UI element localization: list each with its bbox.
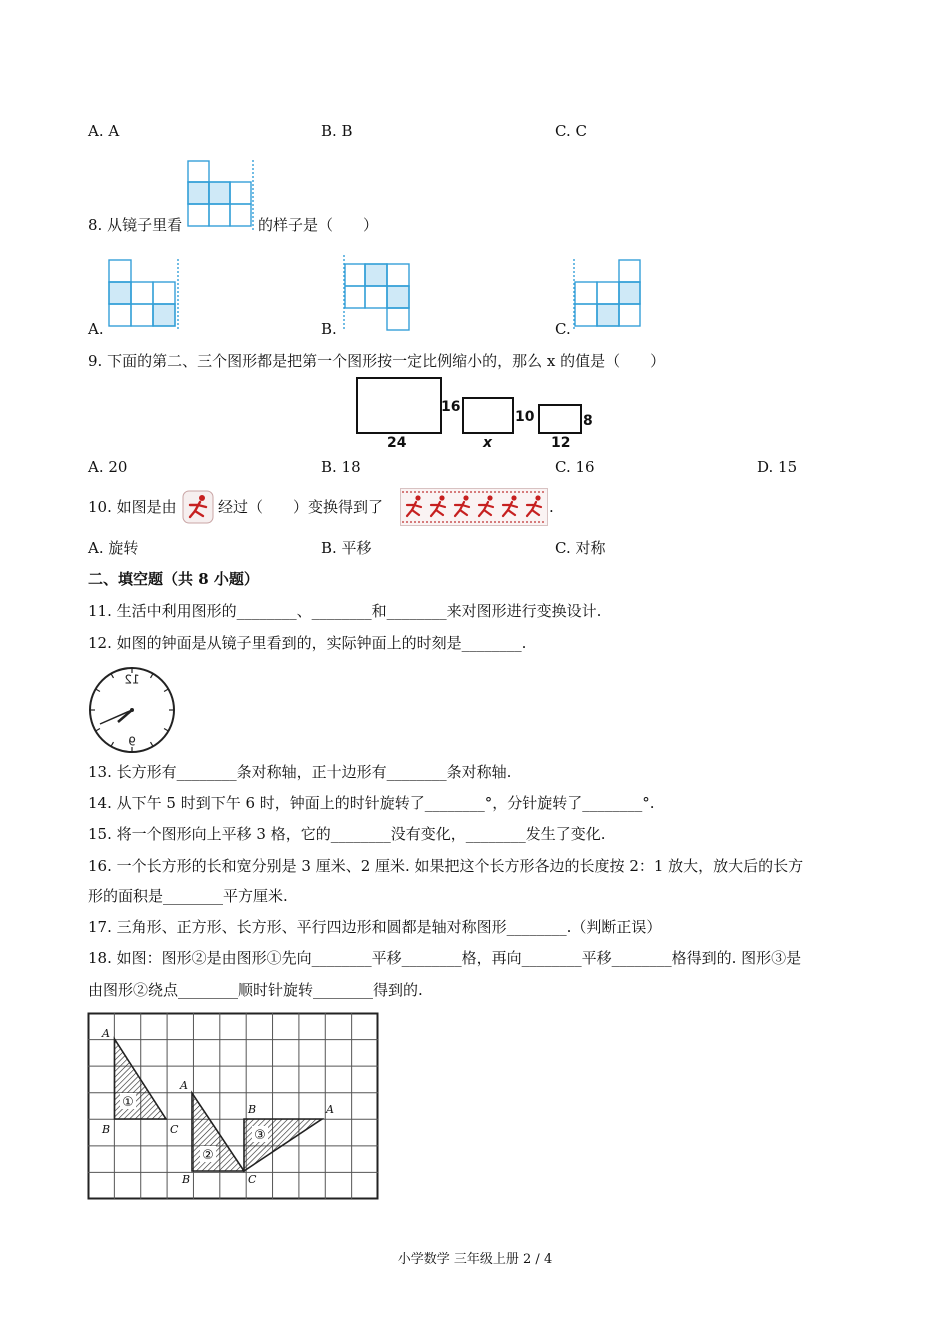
shape-3-number: ③ bbox=[254, 1128, 266, 1143]
clock-label-6: 6 bbox=[128, 733, 136, 748]
q11-text: 11. 生活中利用图形的________、________和________来对图形进行变换设计. bbox=[88, 602, 602, 620]
q12-text: 12. 如图的钟面是从镜子里看到的，实际钟面上的时刻是________. bbox=[88, 634, 527, 652]
q9-label-24: 24 bbox=[387, 435, 407, 451]
q7-option-a: A. A bbox=[88, 122, 120, 140]
q10-stem-part2: 经过（ ）变换得到了 bbox=[218, 498, 384, 516]
label-C-shape1: C bbox=[170, 1123, 179, 1136]
q15-text: 15. 将一个图形向上平移 3 格，它的________没有变化，________发生了变化. bbox=[88, 825, 606, 843]
shape-1-number: ① bbox=[122, 1095, 134, 1110]
q9-label-10: 10 bbox=[515, 409, 535, 425]
q8-option-b-label: B. bbox=[321, 320, 337, 338]
q14-text: 14. 从下午 5 时到下午 6 时，钟面上的时针旋转了________°，分针旋转了________°. bbox=[88, 794, 655, 812]
q8-stem-prefix: 8. 从镜子里看 bbox=[88, 216, 183, 234]
q18-text-line2: 由图形②绕点________顺时针旋转________得到的. bbox=[88, 981, 423, 999]
q17-text: 17. 三角形、正方形、长方形、平行四边形和圆都是轴对称图形________.（判断正误） bbox=[88, 918, 662, 936]
q9-option-a: A. 20 bbox=[88, 458, 128, 476]
q7-option-b: B. B bbox=[321, 122, 353, 140]
q10-runner-strip bbox=[400, 488, 548, 526]
q9-label-16: 16 bbox=[441, 399, 461, 415]
label-B-shape2: B bbox=[182, 1173, 191, 1186]
q8-option-a-label: A. bbox=[88, 320, 104, 338]
label-A-shape1: A bbox=[102, 1027, 110, 1040]
q18-text-line1: 18. 如图：图形②是由图形①先向________平移________格，再向________平移________格得到的. 图形③是 bbox=[88, 949, 802, 967]
q16-text-line2: 形的面积是________平方厘米. bbox=[88, 887, 288, 905]
q8-option-c-label: C. bbox=[555, 320, 571, 338]
label-C-shape2: C bbox=[248, 1173, 257, 1186]
q12-mirrored-clock bbox=[88, 666, 176, 754]
q8-option-c-figure[interactable] bbox=[572, 259, 644, 329]
q10-option-c: C. 对称 bbox=[555, 539, 606, 557]
section-2-title: 二、填空题（共 8 小题） bbox=[88, 570, 259, 588]
q9-option-d: D. 15 bbox=[757, 458, 798, 476]
q9-stem: 9. 下面的第二、三个图形都是把第一个图形按一定比例缩小的，那么 x 的值是（ ） bbox=[88, 352, 666, 370]
label-B-shape3: B bbox=[248, 1103, 257, 1116]
label-A-shape3: A bbox=[326, 1103, 334, 1116]
q13-text: 13. 长方形有________条对称轴，正十边形有________条对称轴. bbox=[88, 763, 512, 781]
q10-single-runner-icon bbox=[182, 490, 214, 524]
label-B-shape1: B bbox=[102, 1123, 111, 1136]
q10-option-a: A. 旋转 bbox=[88, 539, 139, 557]
page-footer: 小学数学 三年级上册 2 / 4 bbox=[397, 1252, 553, 1267]
q9-option-c: C. 16 bbox=[555, 458, 595, 476]
q9-label-12: 12 bbox=[551, 435, 571, 451]
q8-option-b-figure[interactable] bbox=[342, 255, 414, 331]
q10-stem-part3: . bbox=[549, 498, 554, 516]
q9-rectangles-figure bbox=[355, 376, 595, 452]
q8-original-figure bbox=[187, 160, 255, 230]
label-A-shape2: A bbox=[180, 1079, 188, 1092]
q7-option-c: C. C bbox=[555, 122, 587, 140]
q10-option-b: B. 平移 bbox=[321, 539, 372, 557]
shape-2-number: ② bbox=[202, 1148, 214, 1163]
clock-label-12: 12 bbox=[124, 672, 140, 687]
q8-stem-suffix: 的样子是（ ） bbox=[258, 216, 379, 234]
q18-grid-figure bbox=[88, 1013, 378, 1199]
q9-option-b: B. 18 bbox=[321, 458, 361, 476]
q9-label-x: x bbox=[483, 435, 493, 451]
q16-text-line1: 16. 一个长方形的长和宽分别是 3 厘米、2 厘米. 如果把这个长方形各边的长度按 2：1 放大，放大后的长方 bbox=[88, 857, 804, 875]
q9-label-8: 8 bbox=[583, 413, 593, 429]
q10-stem-part1: 10. 如图是由 bbox=[88, 498, 177, 516]
q8-option-a-figure[interactable] bbox=[108, 259, 180, 329]
